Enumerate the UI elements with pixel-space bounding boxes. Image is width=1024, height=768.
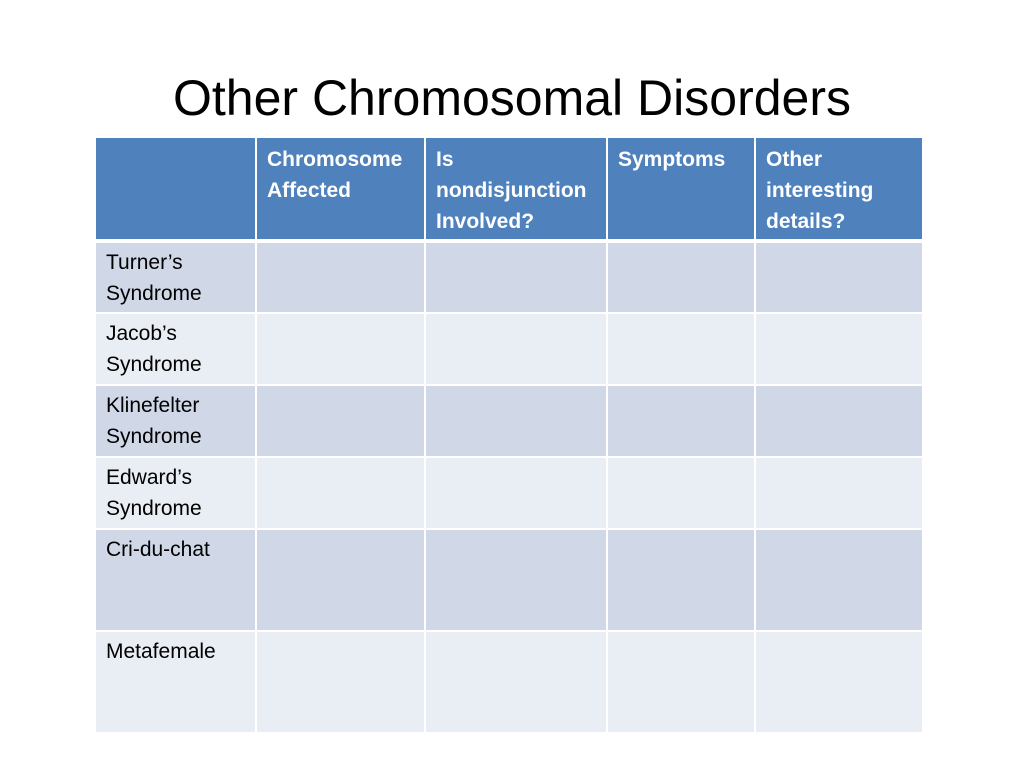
table-cell[interactable] (425, 529, 607, 631)
header-chromosome-affected: Chromosome Affected (256, 137, 425, 241)
table-cell[interactable] (425, 457, 607, 529)
header-corner-cell (95, 137, 256, 241)
table-cell[interactable] (256, 631, 425, 733)
table-row (95, 457, 923, 529)
table-cell[interactable] (755, 631, 923, 733)
table-cell[interactable] (607, 457, 755, 529)
disorders-table (94, 136, 924, 734)
table-cell[interactable] (425, 313, 607, 385)
table-row (95, 241, 923, 313)
row-label: Jacob’s Syndrome (95, 313, 256, 385)
table-row (95, 385, 923, 457)
table-cell[interactable] (607, 631, 755, 733)
table-cell[interactable] (256, 457, 425, 529)
table-cell[interactable] (755, 529, 923, 631)
row-label: Edward’s Syndrome (95, 457, 256, 529)
row-label: Cri-du-chat (95, 529, 256, 631)
header-symptoms: Symptoms (607, 137, 755, 241)
table-cell[interactable] (256, 241, 425, 313)
slide-title: Other Chromosomal Disorders (173, 70, 851, 126)
row-label: Klinefelter Syndrome (95, 385, 256, 457)
table-cell[interactable] (425, 631, 607, 733)
table-cell[interactable] (755, 241, 923, 313)
table-cell[interactable] (607, 385, 755, 457)
table-cell[interactable] (256, 313, 425, 385)
table-cell[interactable] (755, 385, 923, 457)
table-row (95, 529, 923, 631)
table-cell[interactable] (256, 529, 425, 631)
table-cell[interactable] (425, 241, 607, 313)
table-cell[interactable] (607, 529, 755, 631)
table-cell[interactable] (607, 313, 755, 385)
header-other-details: Other interesting details? (755, 137, 923, 241)
table-cell[interactable] (607, 241, 755, 313)
table-header-row (95, 137, 923, 241)
table-cell[interactable] (755, 457, 923, 529)
table-cell[interactable] (425, 385, 607, 457)
row-label: Turner’s Syndrome (95, 241, 256, 313)
table-cell[interactable] (755, 313, 923, 385)
table-cell[interactable] (256, 385, 425, 457)
table-row (95, 313, 923, 385)
row-label: Metafemale (95, 631, 256, 733)
table-row (95, 631, 923, 733)
header-nondisjunction: Is nondisjunction Involved? (425, 137, 607, 241)
